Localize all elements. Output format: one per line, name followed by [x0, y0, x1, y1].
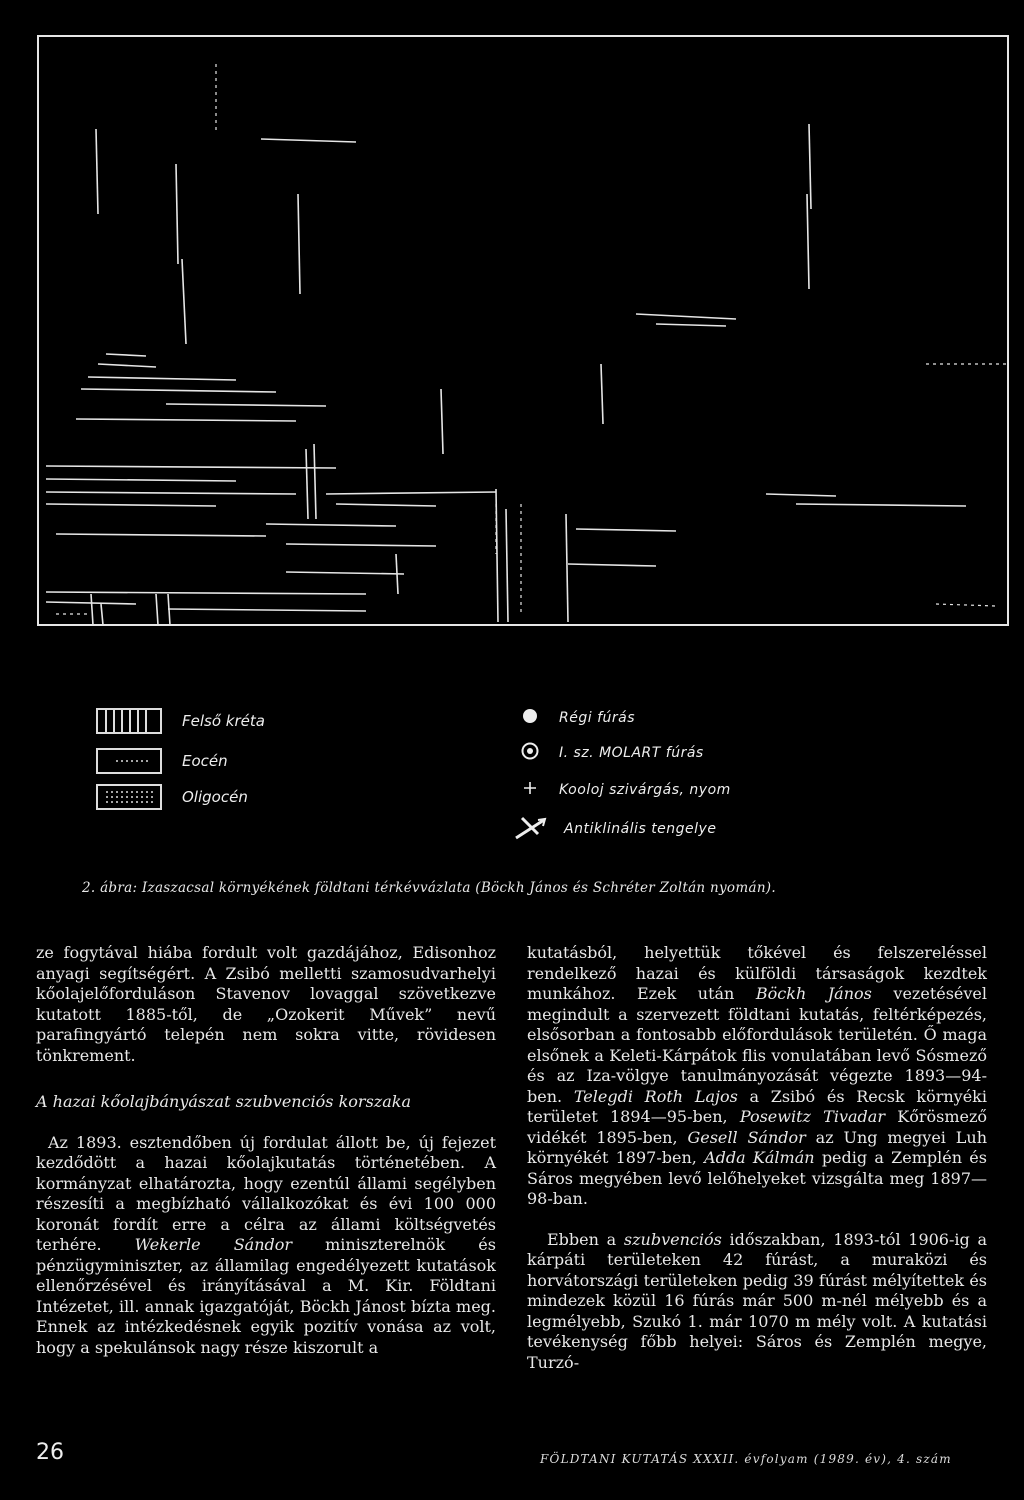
legend-label: Kooloj szivárgás, nyom	[559, 781, 731, 798]
paragraph	[527, 943, 987, 1210]
person-name: Adda Kálmán	[704, 1148, 815, 1167]
legend-item-oligocen	[96, 784, 248, 810]
text-run: időszakban, 1893-tól 1906-ig a kárpáti területeken 42 fúrást, a muraközi és horvátországi területeken pedig 39 fúrást mélyítettek és mindezek közül 16 fúrás már 500 m-nél mélyebb és a legmélyebb, Szukó 1. már 1070 m mély volt. A kutatási tevékenység főbb helyei: Sáros és Zemplén megye, Turzó-	[527, 1229, 987, 1372]
text-run: pedig a Zemplén és Sáros megyében levő lelőhelyeket vizsgálta meg 1897—98-ban.	[527, 1148, 987, 1208]
left-column	[36, 943, 496, 1358]
page-number: 26	[36, 1440, 64, 1465]
legend-item-antiklinalis	[510, 812, 716, 846]
crossed-arrow-icon	[510, 812, 550, 846]
legend-label: Felső kréta	[182, 712, 265, 730]
legend-label: Antiklinális tengelye	[564, 821, 717, 837]
filled-dot-icon	[515, 708, 545, 728]
journal-footer: FÖLDTANI KUTATÁS XXXII. évfolyam (1989. év), 4. szám	[540, 1452, 952, 1466]
legend-item-felso-kreta	[96, 708, 265, 734]
text-run: kutatásból, helyettük tőkével és felszereléssel rendelkező hazai és külföldi társaságok kezdtek munkához. Ezek után	[527, 943, 987, 1003]
legend-label: I. sz. MOLART fúrás	[559, 745, 704, 761]
paragraph	[527, 1230, 987, 1374]
legend-label: Eocén	[182, 752, 228, 770]
legend-item-eocen	[96, 748, 228, 774]
legend-label: Oligocén	[182, 788, 248, 806]
figure-caption: 2. ábra: Izaszacsal környékének földtani térkévvázlata (Böckh János és Schréter Zoltán nyomán).	[82, 880, 776, 896]
text-run: az Ung megyei Luh környékét 1897-ben,	[527, 1127, 988, 1167]
person-name: Telegdi Roth Lajos	[573, 1086, 738, 1106]
legend-item-szivargas	[515, 780, 731, 799]
person-name: Wekerle Sándor	[134, 1235, 293, 1254]
text-run: a Zsibó és Recsk környéki területet 1894—95-ben,	[527, 1086, 987, 1126]
right-column	[527, 943, 987, 1373]
dotted-line-box-icon	[96, 748, 162, 774]
person-name: Posewitz Tivadar	[739, 1107, 885, 1126]
legend-item-regi-furas	[515, 708, 635, 728]
person-name: Gesell Sándor	[687, 1127, 806, 1147]
geological-map	[36, 34, 1010, 627]
legend-item-molart-furas	[515, 742, 704, 764]
text-run: Ebben a	[547, 1229, 617, 1249]
text-run: miniszterelnök és pénzügyminiszter, az államilag engedélyezett kutatások ellenőrzésével és irányításával a M. Kir. Földtani Intézetet, ill. annak igazgatóját, Böckh Jánost bízta meg. Ennek az intézkedésnek egyik pozitív vonása az volt, hogy a spekulánsok nagy része kiszorult a	[36, 1235, 496, 1357]
vertical-hatch-box-icon	[96, 708, 162, 734]
person-name: Böckh János	[755, 984, 872, 1003]
paragraph: ze fogytával hiába fordult volt gazdájához, Edisonhoz anyagi segítségért. A Zsibó melletti szamosudvarhelyi kőolajelőforduláson Stavenov lovaggal szövetkezve kutatott 1885-től, de „Ozokerit Művek” nevű parafingyártó telepén nem sokra vitte, rövidesen tönkrement.	[36, 943, 496, 1065]
paragraph	[36, 1133, 496, 1359]
circled-dot-icon	[515, 742, 545, 764]
dotted-box-icon	[96, 784, 162, 810]
plus-icon	[515, 780, 545, 799]
text-run: Kőrösmező vidékét 1895-ben,	[527, 1107, 988, 1147]
section-heading: A hazai kőolajbányászat szubvenciós korszaka	[36, 1092, 411, 1111]
emphasis: szubvenciós	[623, 1229, 722, 1249]
text-run: vezetésével megindult a szervezett földtani kutatás, feltérképezés, elsősorban a fontosabb előfordulások területén. Ő maga elsőnek a Keleti-Kárpátok flis vonulatában levő Sósmező és az Iza-völgye tanulmányozását végezte 1893—94-ben.	[527, 984, 988, 1106]
text-run: Az 1893. esztendőben új fordulat állott be, új fejezet kezdődött a hazai kőolajkutatás történetében. A kormányzat elhatározta, hogy ezentúl állami segélyben részesíti a megbízható vállalkozókat és évi 100 000 koronát fordít erre a célra az állami költségvetés terhére.	[36, 1132, 496, 1254]
legend-label: Régi fúrás	[559, 710, 635, 726]
